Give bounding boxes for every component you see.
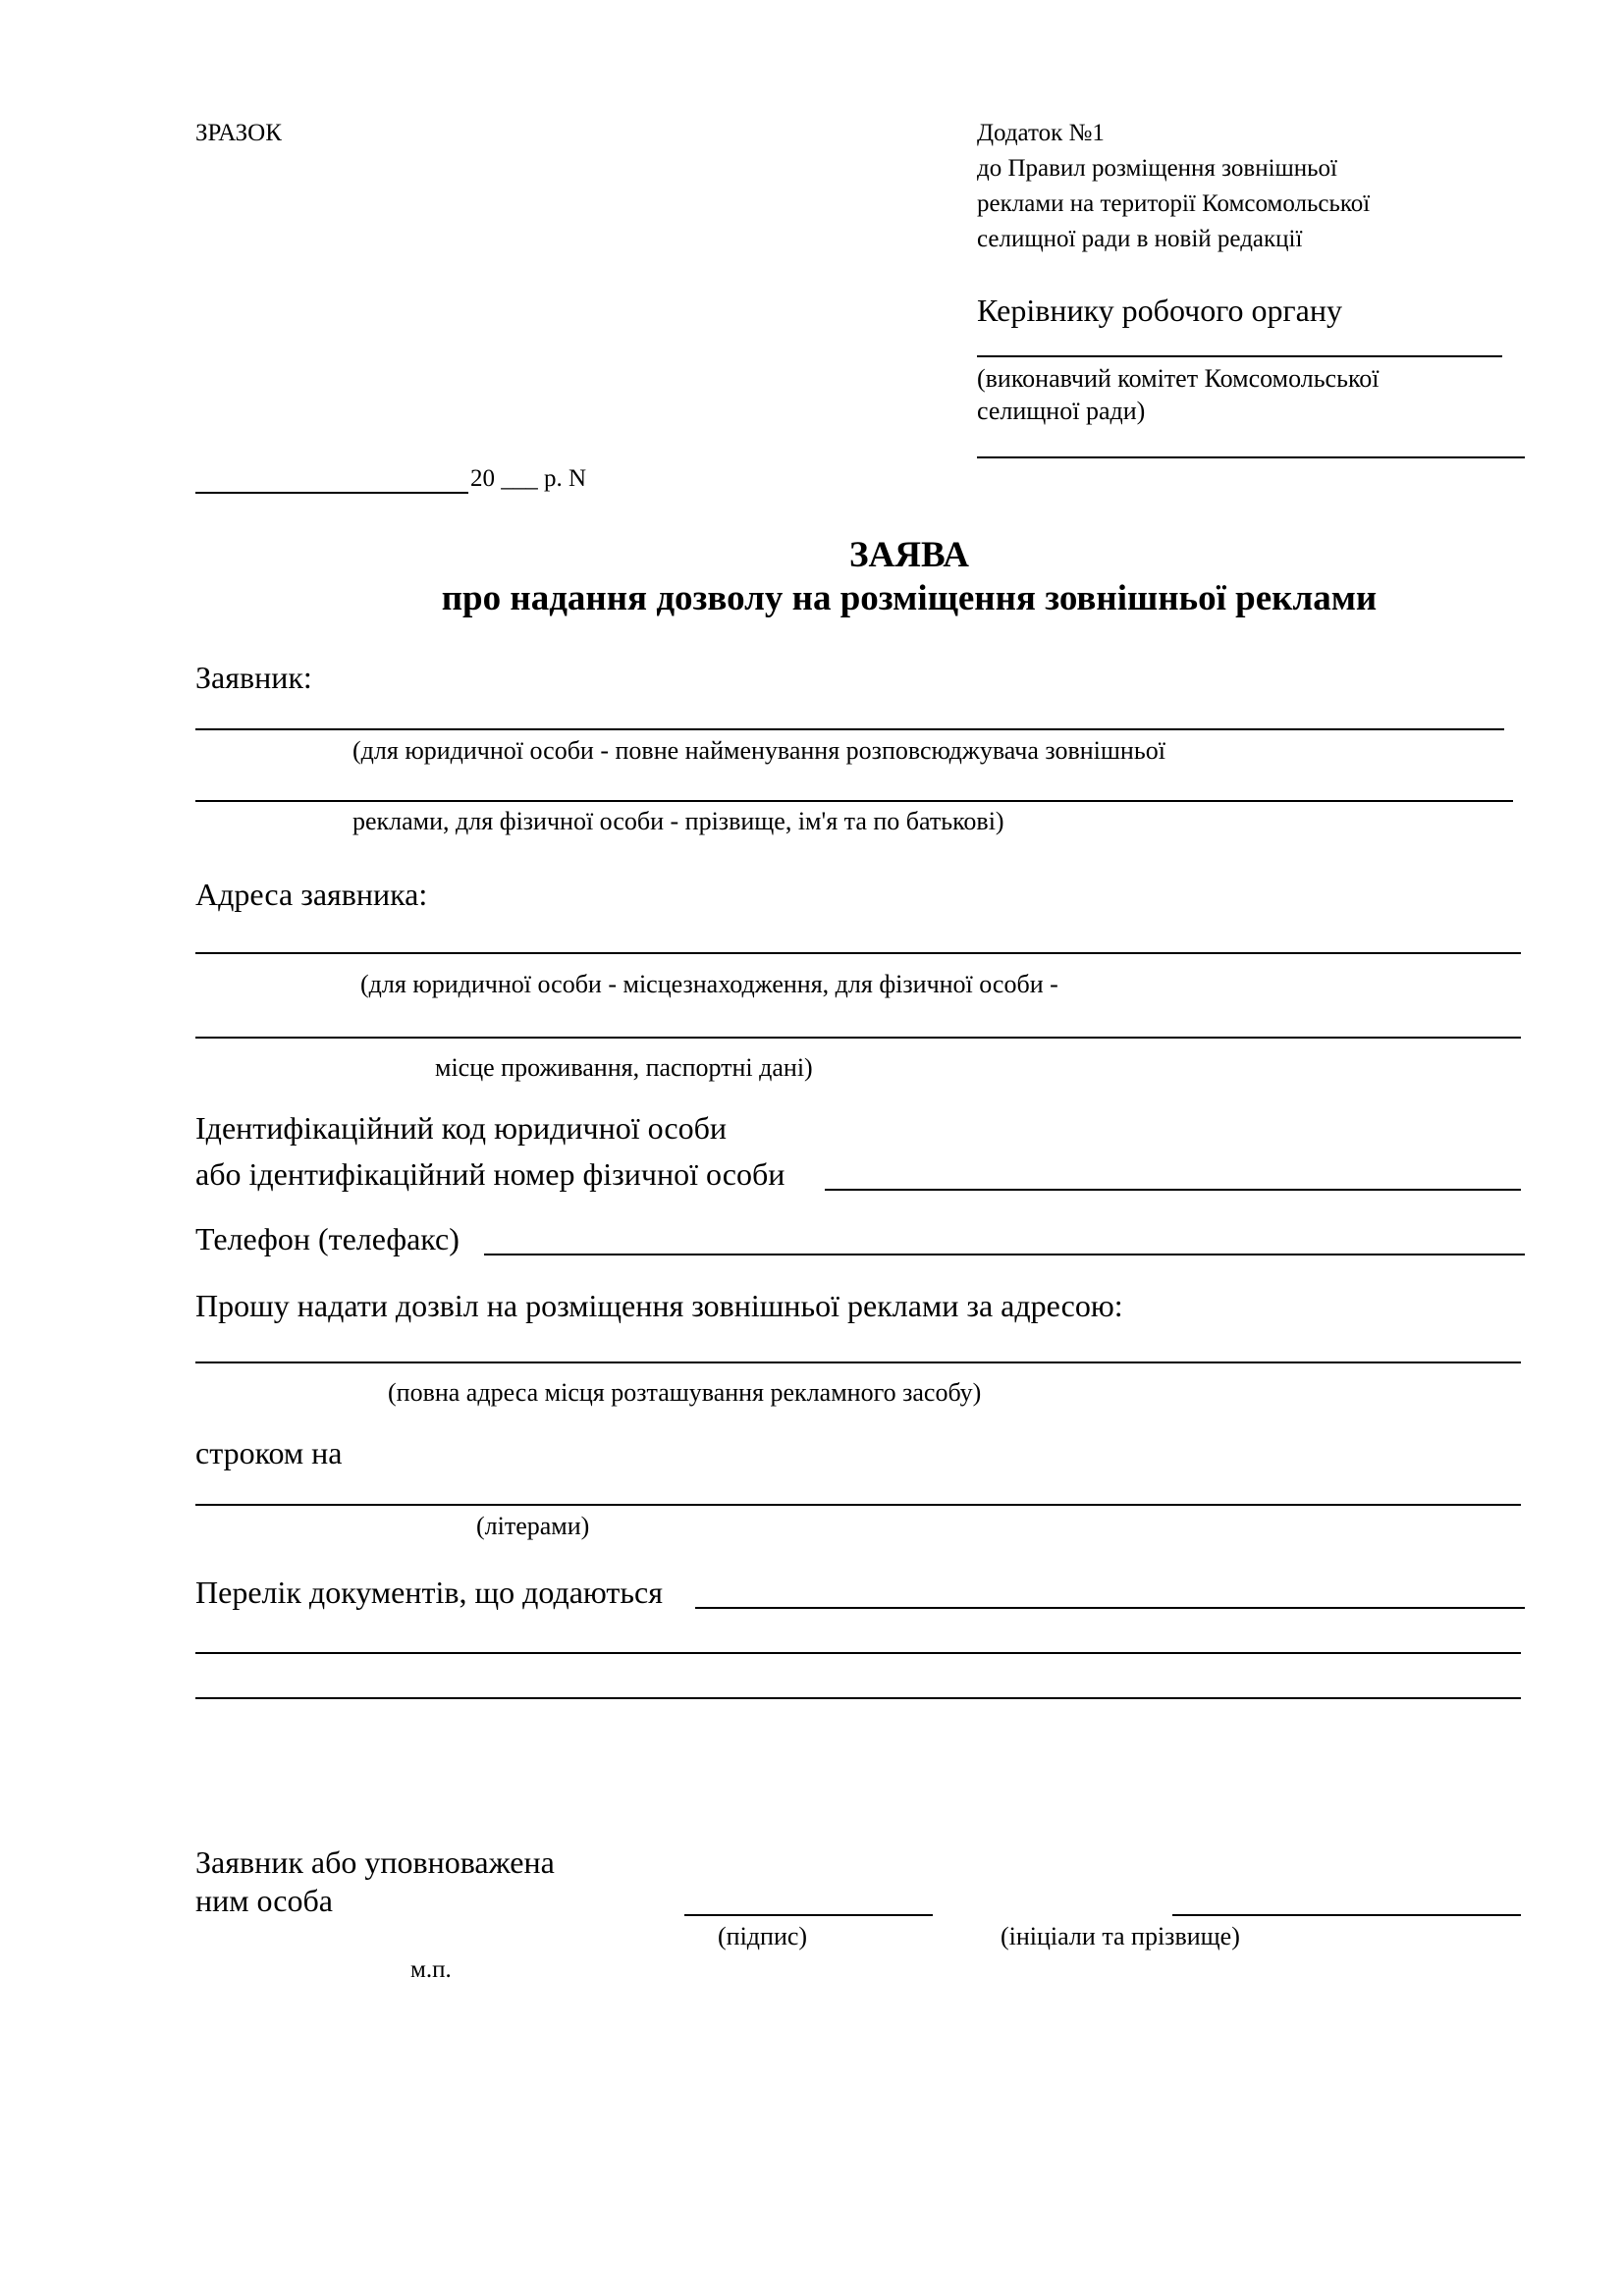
appendix-line-2: до Правил розміщення зовнішньої (977, 155, 1338, 182)
request-hint: (повна адреса місця розташування рекламного засобу) (388, 1378, 982, 1407)
term-field-line[interactable] (195, 1504, 1521, 1506)
applicant-field-line-1[interactable] (195, 728, 1504, 730)
addressee: Керівнику робочого органу (977, 293, 1342, 328)
applicant-hint-2: реклами, для фізичної особи - прізвище, ім'я та по батькові) (352, 807, 1004, 835)
id-label-2: або ідентифікаційний номер фізичної особи (195, 1156, 785, 1192)
name-hint: (ініціали та прізвище) (1001, 1922, 1240, 1950)
docs-field-line-1[interactable] (695, 1607, 1525, 1609)
address-hint-1: (для юридичної особи - місцезнаходження, для фізичної особи - (360, 970, 1058, 998)
address-field-line-2[interactable] (195, 1037, 1521, 1039)
addressee-line-1 (977, 355, 1502, 357)
appendix-line-4: селищної ради в новій редакції (977, 226, 1303, 252)
request-field-line[interactable] (195, 1362, 1521, 1363)
address-field-line-1[interactable] (195, 952, 1521, 954)
id-field-line[interactable] (825, 1189, 1521, 1191)
phone-label: Телефон (телефакс) (195, 1221, 460, 1256)
signature-label-1: Заявник або уповноважена (195, 1844, 555, 1880)
addressee-note-2: селищної ради) (977, 397, 1146, 425)
docs-label: Перелік документів, що додаються (195, 1575, 663, 1610)
document-title: ЗАЯВА (848, 535, 970, 575)
term-label: строком на (195, 1435, 343, 1470)
signature-hint: (підпис) (718, 1922, 808, 1950)
addressee-line-2 (977, 456, 1525, 458)
sample-label: ЗРАЗОК (195, 120, 282, 146)
docs-field-line-3[interactable] (195, 1697, 1521, 1699)
applicant-label: Заявник: (195, 660, 312, 695)
date-line: 20 ___ р. N (470, 465, 587, 492)
phone-field-line[interactable] (484, 1254, 1525, 1255)
document-subtitle: про надання дозволу на розміщення зовнішньої реклами (441, 578, 1378, 618)
address-label: Адреса заявника: (195, 877, 428, 912)
term-hint: (літерами) (476, 1512, 590, 1540)
signature-label-2: ним особа (195, 1883, 333, 1918)
signature-line[interactable] (684, 1914, 933, 1916)
addressee-note-1: (виконавчий комітет Комсомольської (977, 364, 1380, 393)
applicant-hint-1: (для юридичної особи - повне найменування розповсюджувача зовнішньої (352, 736, 1165, 765)
docs-field-line-2[interactable] (195, 1652, 1521, 1654)
applicant-field-line-2[interactable] (195, 800, 1513, 802)
id-label-1: Ідентифікаційний код юридичної особи (195, 1110, 728, 1146)
date-blank (195, 492, 468, 494)
appendix-line-3: реклами на території Комсомольської (977, 190, 1371, 217)
stamp-label: м.п. (410, 1956, 452, 1983)
request-label: Прошу надати дозвіл на розміщення зовнішньої реклами за адресою: (195, 1288, 1123, 1323)
address-hint-2: місце проживання, паспортні дані) (435, 1053, 813, 1082)
name-line[interactable] (1172, 1914, 1521, 1916)
appendix-line-1: Додаток №1 (977, 120, 1105, 146)
